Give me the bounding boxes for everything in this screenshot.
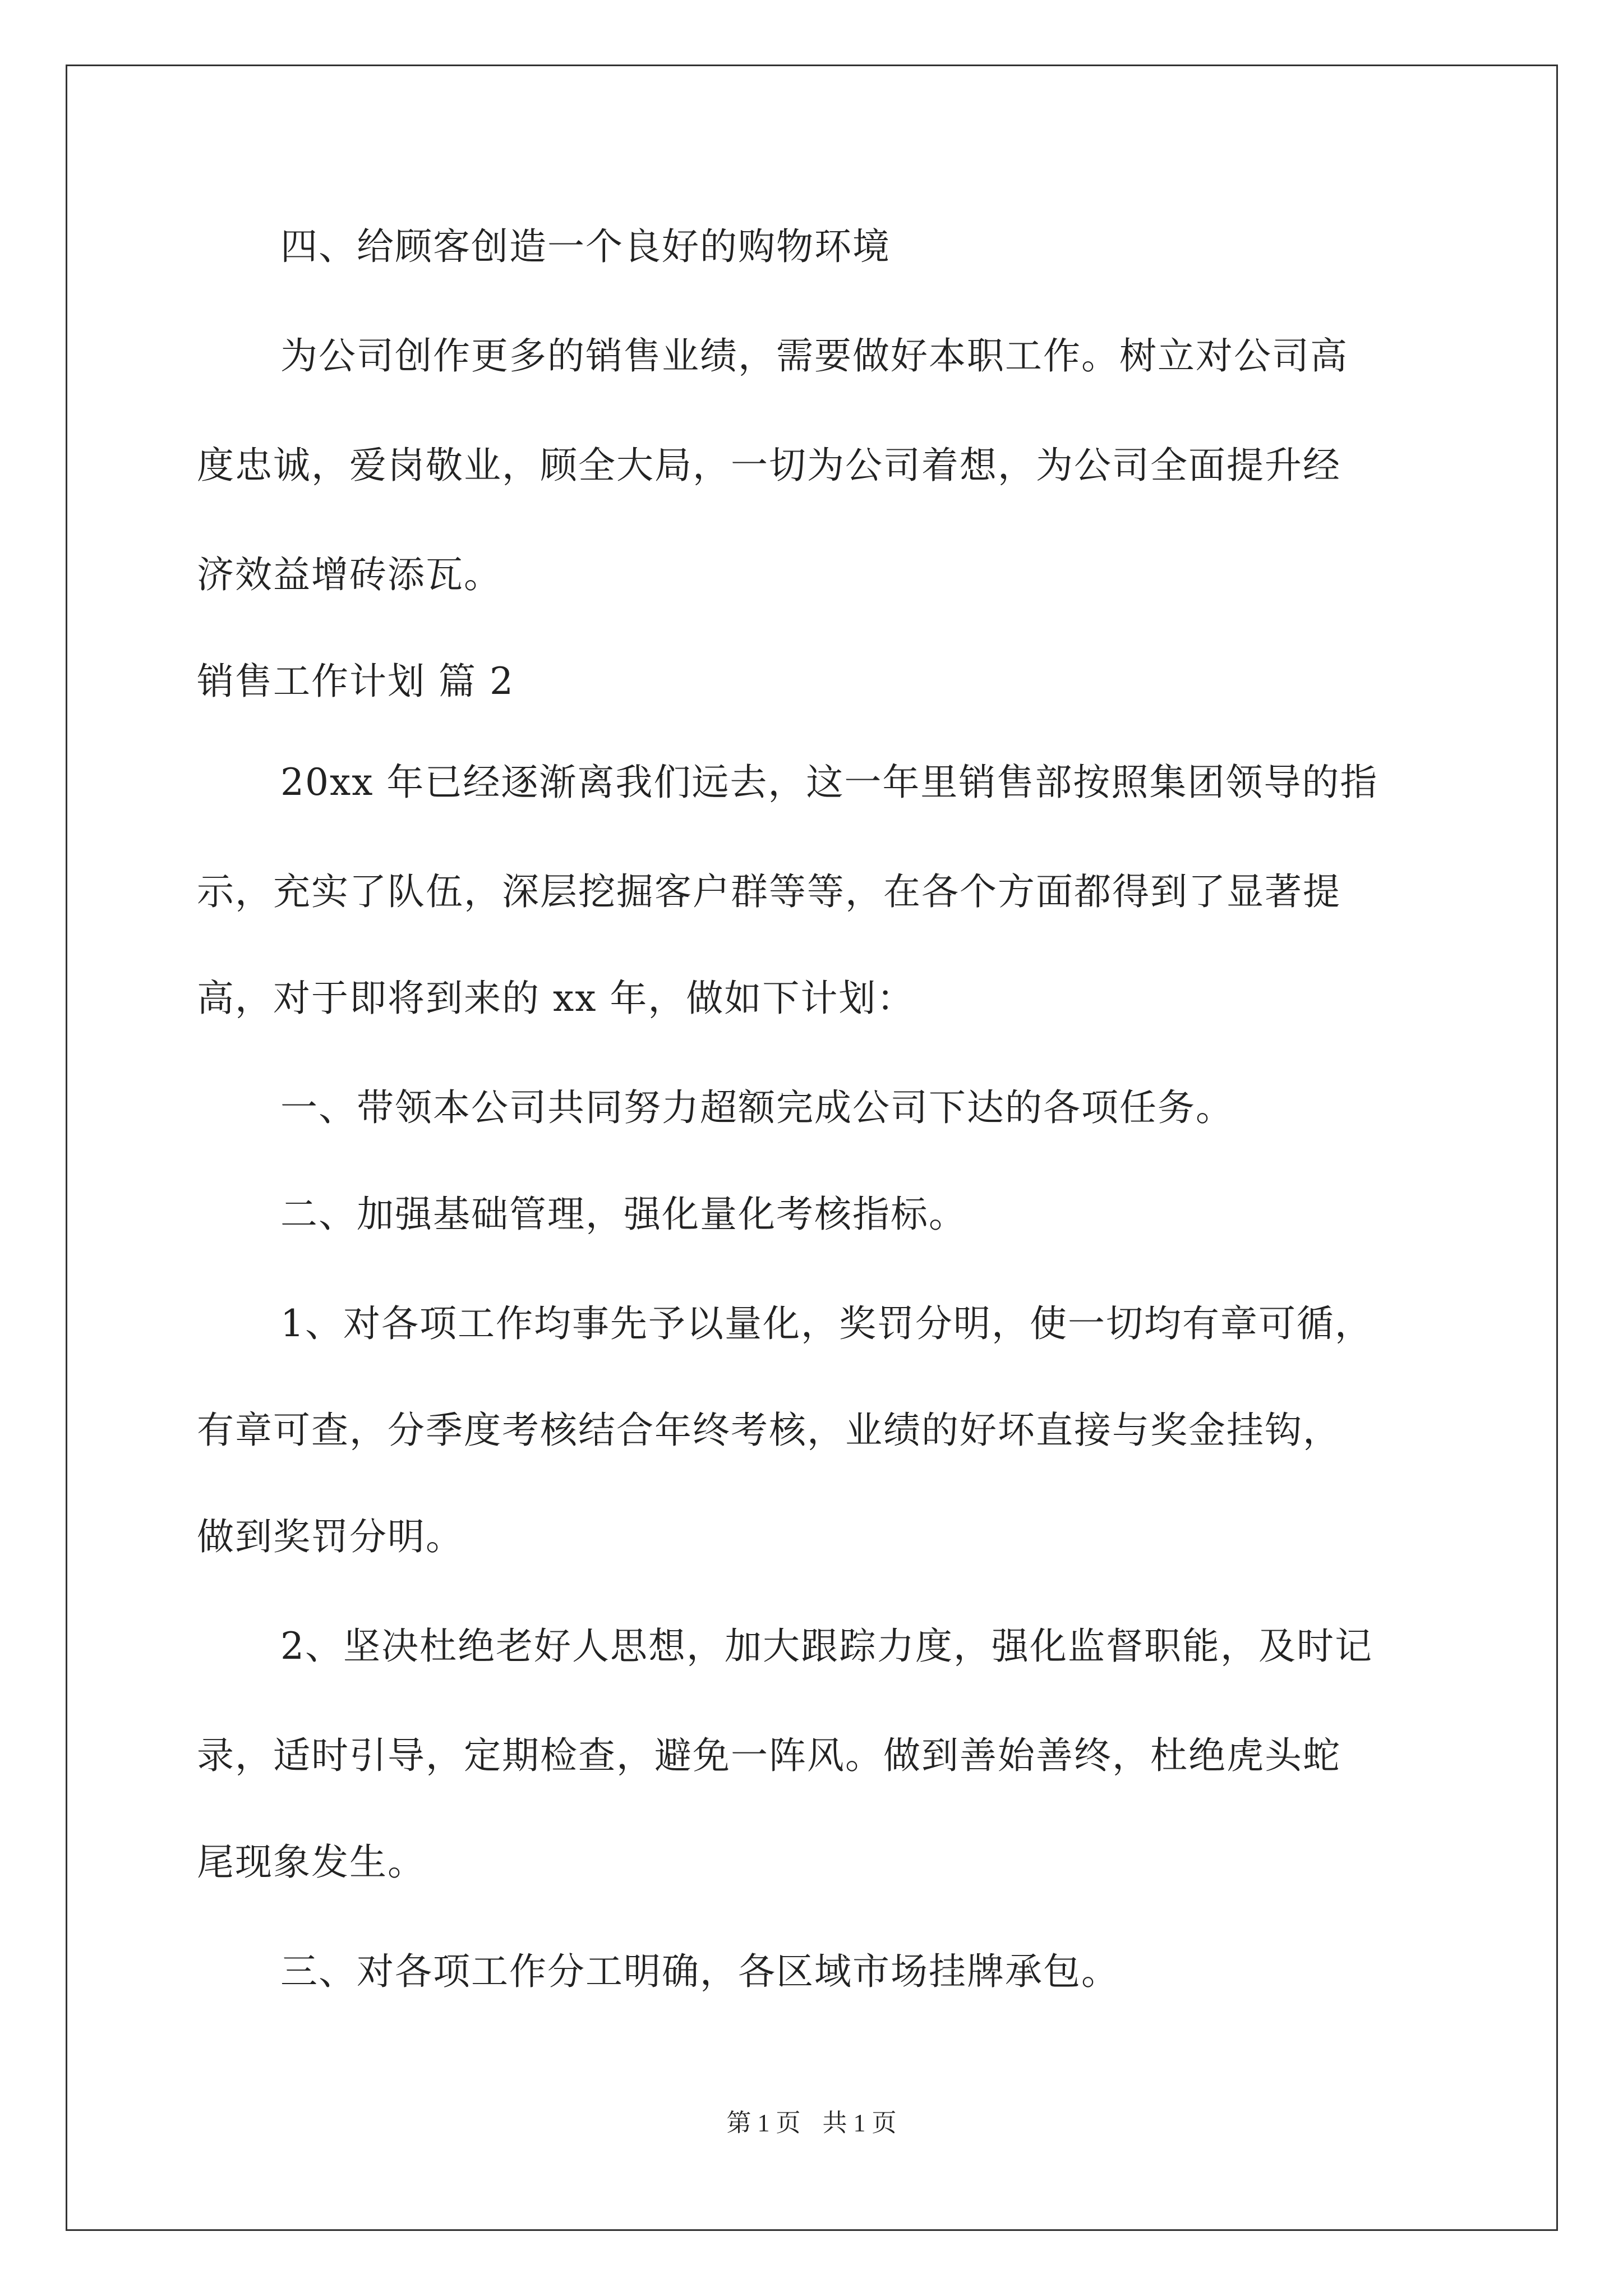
paragraph-line: 为公司创作更多的销售业绩，需要做好本职工作。树立对公司高 (280, 334, 1348, 378)
section-heading: 销售工作计划 篇 2 (197, 660, 514, 703)
paragraph-line: 四、给顾客创造一个良好的购物环境 (280, 225, 891, 268)
page-border (66, 65, 1558, 2231)
paragraph-line: 2、坚决杜绝老好人思想，加大跟踪力度，强化监督职能，及时记 (280, 1625, 1373, 1668)
paragraph-line: 三、对各项工作分工明确，各区域市场挂牌承包。 (280, 1950, 1119, 1993)
paragraph-line: 示，充实了队伍，深层挖掘客户群等等，在各个方面都得到了显著提 (197, 870, 1341, 913)
paragraph-line: 济效益增砖添瓦。 (197, 553, 502, 596)
paragraph-line: 做到奖罚分明。 (197, 1515, 464, 1558)
paragraph-line: 有章可查，分季度考核结合年终考核，业绩的好坏直接与奖金挂钩， (197, 1409, 1341, 1452)
paragraph-line: 20xx 年已经逐渐离我们远去，这一年里销售部按照集团领导的指 (280, 761, 1378, 804)
paragraph-line: 尾现象发生。 (197, 1841, 426, 1884)
page-footer (0, 2102, 1623, 2138)
page-number: 第 1 页 (726, 2109, 801, 2137)
paragraph-line: 高，对于即将到来的 xx 年，做如下计划： (197, 977, 915, 1020)
page-total: 共 1 页 (822, 2109, 897, 2137)
paragraph-line: 1、对各项工作均事先予以量化，奖罚分明，使一切均有章可循， (280, 1302, 1373, 1345)
paragraph-line: 二、加强基础管理，强化量化考核指标。 (280, 1193, 967, 1236)
paragraph-line: 度忠诚，爱岗敬业，顾全大局，一切为公司着想，为公司全面提升经 (197, 444, 1341, 487)
paragraph-line: 录，适时引导，定期检查，避免一阵风。做到善始善终，杜绝虎头蛇 (197, 1734, 1341, 1777)
paragraph-line: 一、带领本公司共同努力超额完成公司下达的各项任务。 (280, 1086, 1234, 1129)
